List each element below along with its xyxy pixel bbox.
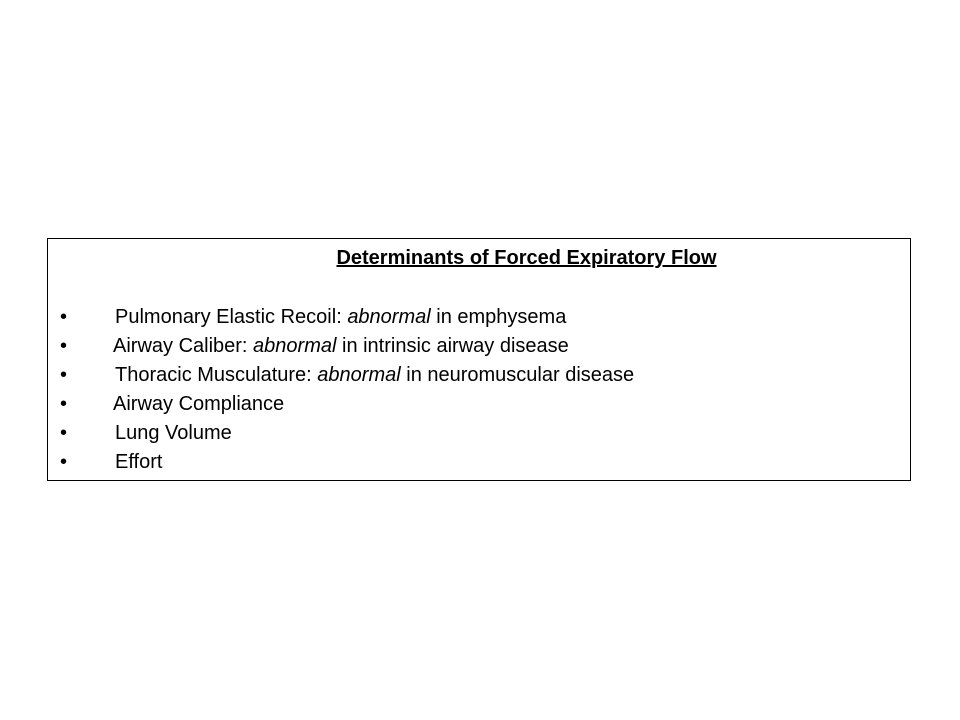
box-title: Determinants of Forced Expiratory Flow <box>336 247 717 269</box>
item-tail: in emphysema <box>430 306 567 328</box>
text-box <box>47 238 911 481</box>
bullet: • <box>60 451 68 473</box>
item-emphasis: abnormal <box>317 364 401 386</box>
list-item-text <box>113 335 569 357</box>
item-tail: in neuromuscular disease <box>400 364 635 386</box>
item-tail: in intrinsic airway disease <box>336 335 569 357</box>
item-lead: Airway Caliber: <box>113 335 254 357</box>
item-emphasis: abnormal <box>253 335 337 357</box>
list-item-text: Effort <box>115 451 163 473</box>
bullet: • <box>60 393 68 415</box>
bullet: • <box>60 335 68 357</box>
bullet: • <box>60 306 68 328</box>
item-emphasis: abnormal <box>347 306 431 328</box>
bullet: • <box>60 422 68 444</box>
bullet: • <box>60 364 68 386</box>
item-lead: Pulmonary Elastic Recoil: <box>115 306 348 328</box>
list-item-text <box>115 306 566 328</box>
list-item-text: Lung Volume <box>115 422 232 444</box>
list-item-text <box>115 364 634 386</box>
item-lead: Thoracic Musculature: <box>115 364 318 386</box>
list-item-text: Airway Compliance <box>113 393 285 415</box>
